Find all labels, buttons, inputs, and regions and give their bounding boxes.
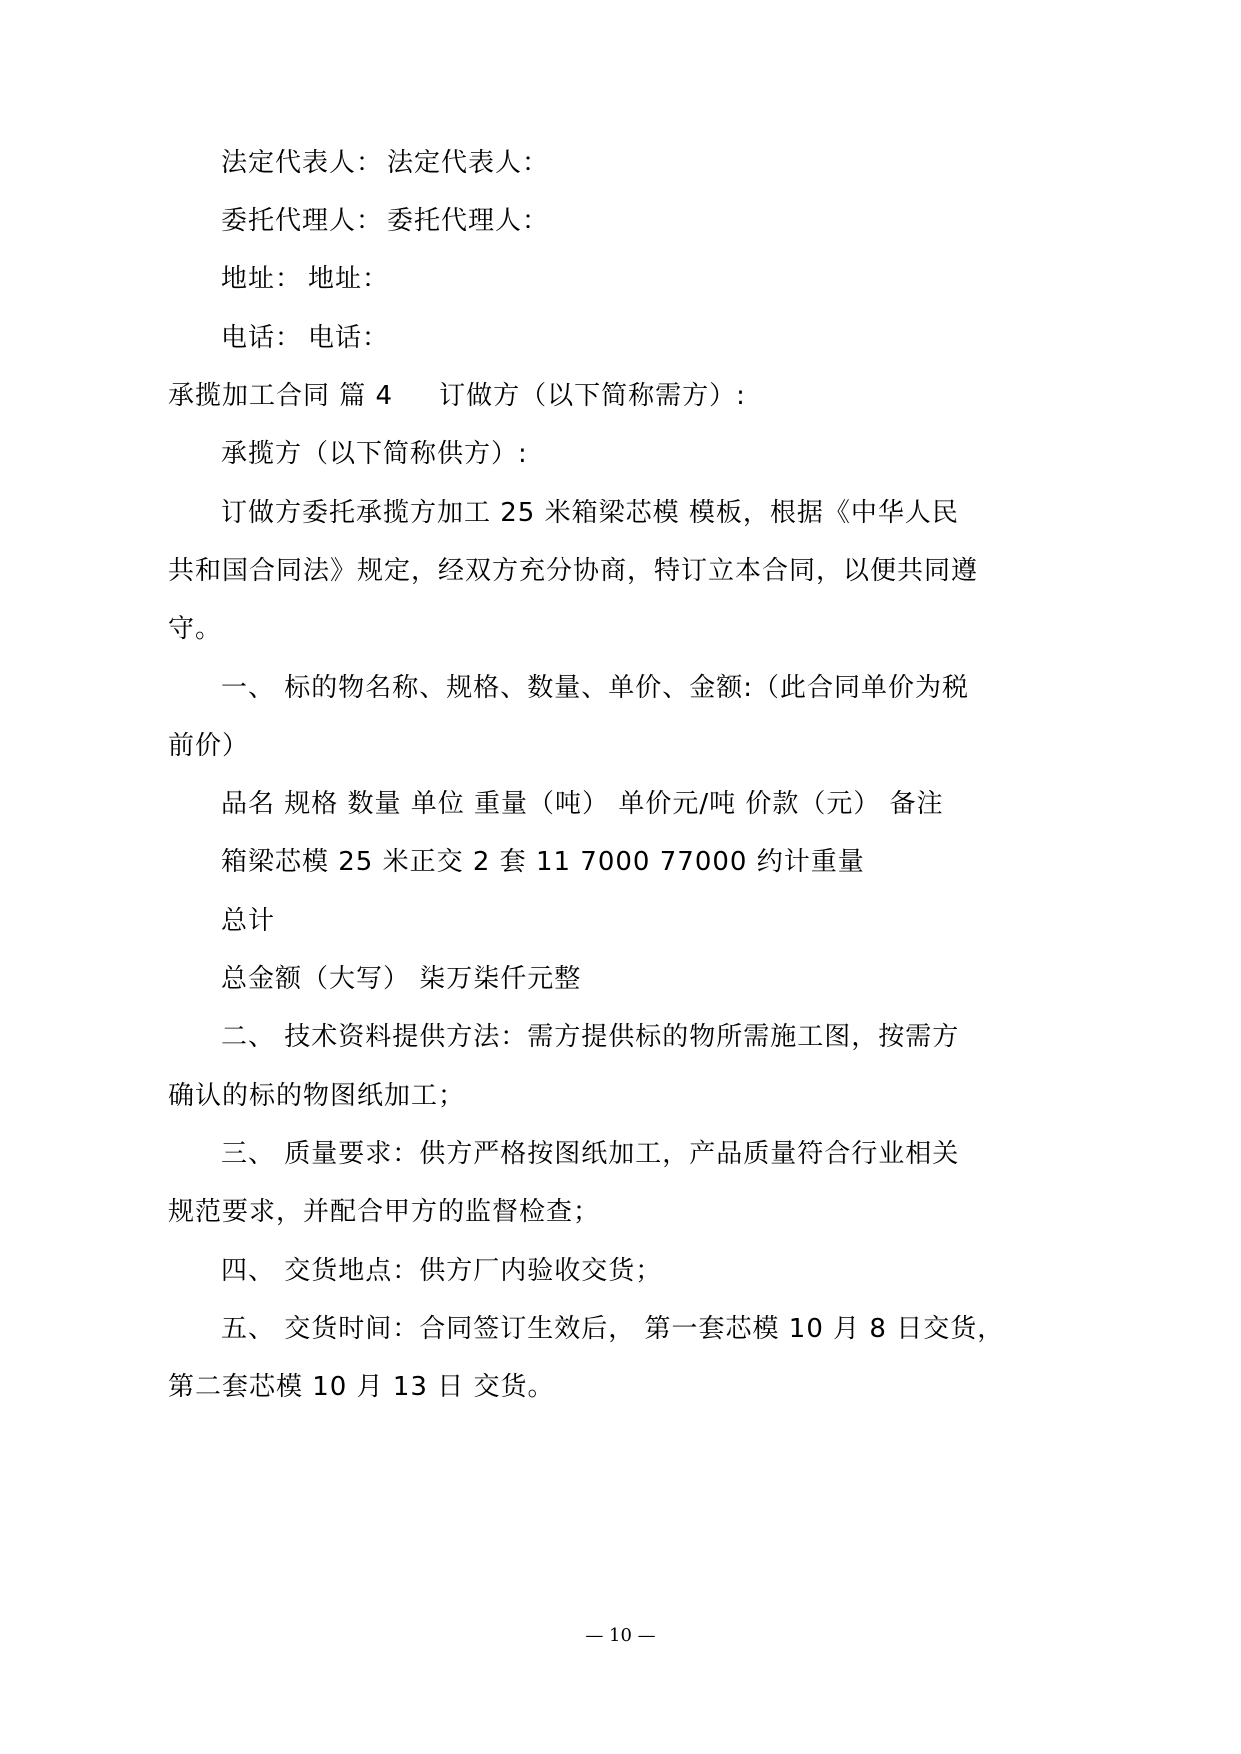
clause5-line-1: 五、 交货时间：合同签订生效后， 第一套芯模 10 月 8 日交货， — [221, 1314, 1005, 1344]
legal-rep-label-2: 法定代表人： — [387, 148, 550, 178]
agent-label-2: 委托代理人： — [387, 206, 550, 236]
section-title: 承揽加工合同 篇 4 — [168, 381, 394, 411]
phone-line — [221, 318, 389, 358]
clause3-line-1: 三、 质量要求：供方严格按图纸加工，产品质量符合行业相关 — [221, 1139, 960, 1169]
clause5-line-2: 第二套芯模 10 月 13 日 交货。 — [168, 1372, 555, 1402]
table-header-row: 品名 规格 数量 单位 重量（吨） 单价元/吨 价款（元） 备注 — [221, 789, 944, 819]
legal-rep-label: 法定代表人： — [221, 148, 384, 178]
address-line — [221, 259, 389, 299]
address-label-2: 地址： — [308, 264, 390, 294]
agent-label: 委托代理人： — [221, 206, 384, 236]
clause3-line-2: 规范要求，并配合甲方的监督检查； — [168, 1197, 601, 1227]
total-label: 总计 — [221, 906, 276, 936]
contractor-label: 承揽方（以下简称供方）: — [221, 439, 528, 469]
clause4-line: 四、 交货地点：供方厂内验收交货； — [221, 1256, 663, 1286]
intro-line-2: 共和国合同法》规定，经双方充分协商，特订立本合同，以便共同遵 — [168, 556, 979, 586]
intro-line-3: 守。 — [168, 614, 223, 644]
clause2-line-1: 二、 技术资料提供方法：需方提供标的物所需施工图，按需方 — [221, 1022, 960, 1052]
page-number: — 10 — — [585, 1625, 656, 1646]
agent-line — [221, 201, 549, 241]
intro-line-1: 订做方委托承揽方加工 25 米箱梁芯模 模板，根据《中华人民 — [221, 498, 959, 528]
phone-label-2: 电话： — [308, 323, 390, 353]
phone-label: 电话： — [221, 323, 303, 353]
clause1-line-1: 一、 标的物名称、规格、数量、单价、金额:（此合同单价为税 — [221, 673, 970, 703]
table-data-row: 箱梁芯模 25 米正交 2 套 11 7000 77000 约计重量 — [221, 847, 865, 877]
total-amount: 总金额（大写） 柒万柒仟元整 — [221, 964, 582, 994]
clause1-line-2: 前价） — [168, 731, 250, 761]
section-heading-line — [168, 376, 746, 416]
orderer-label: 订做方（以下简称需方）: — [439, 381, 746, 411]
legal-rep-line — [221, 143, 549, 183]
clause2-line-2: 确认的标的物图纸加工； — [168, 1081, 466, 1111]
address-label: 地址： — [221, 264, 303, 294]
